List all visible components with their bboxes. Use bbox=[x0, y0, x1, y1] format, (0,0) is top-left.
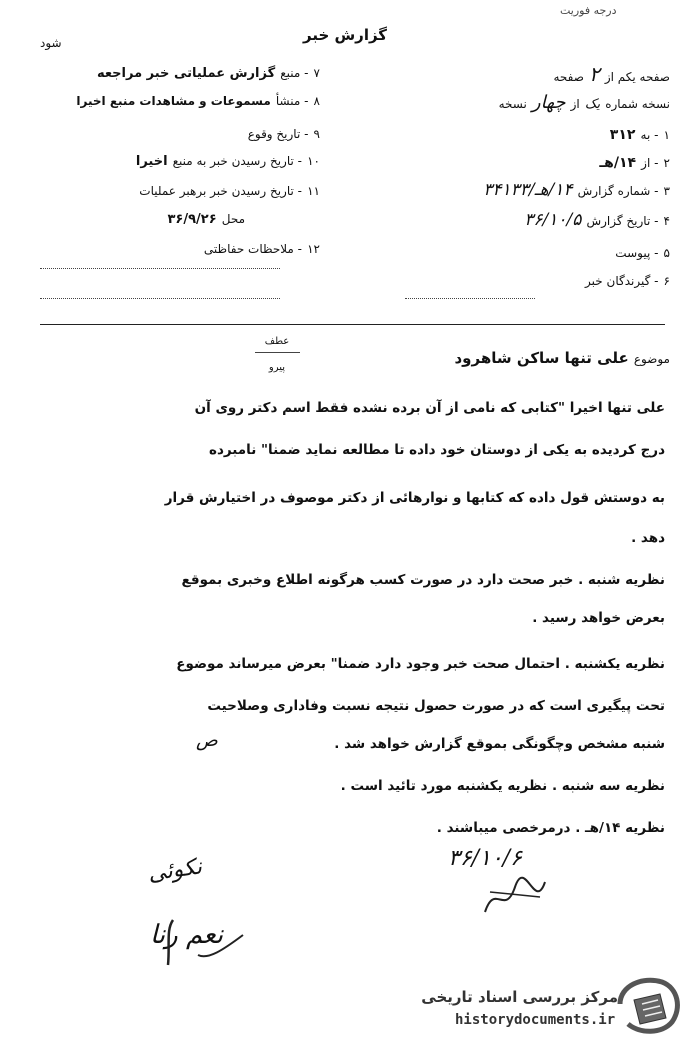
field-4-report-date: ۴ - تاریخ گزارش ۳۶/۱۰/۵ bbox=[524, 210, 670, 230]
body-line: نظریه شنبه . خبر صحت دارد در صورت کسب هرگونه اطلاع وخبری بموقع bbox=[181, 572, 665, 588]
body-line: شنبه مشخص وچگونگی بموقع گزارش خواهد شد . bbox=[334, 736, 665, 752]
dotted-line bbox=[405, 298, 535, 299]
copy-number-line: نسخه شماره یک از چهار نسخه bbox=[498, 92, 670, 113]
body-line: درج کردیده به یکی از دوستان خود داده تا مطالعه نماید ضمنا" نامبرده bbox=[208, 442, 665, 458]
signature-name-2: نعم رنا bbox=[150, 920, 224, 950]
archive-logo-icon bbox=[612, 974, 686, 1036]
field-1-to: ۱ - به ۳۱۲ bbox=[609, 127, 670, 143]
field-9: ۹ - تاریخ وقوع bbox=[247, 127, 320, 141]
archive-url: historydocuments.ir bbox=[455, 1012, 616, 1028]
corner-word: شود bbox=[40, 36, 62, 50]
body-line: دهد . bbox=[631, 530, 665, 546]
peyro-label: پیرو bbox=[268, 362, 286, 373]
subject-line: موضوع علی تنها ساکن شاهرود bbox=[454, 349, 670, 367]
margin-note: ص bbox=[196, 730, 218, 751]
body-line: علی تنها اخیرا "کتابی که نامی از آن برده نشده فقط اسم دکتر روی آن bbox=[194, 400, 665, 416]
page-count-line: صفحه یکم از ۲ صفحه bbox=[553, 62, 670, 86]
signature-date: ۳۶/۱۰/۶ bbox=[448, 846, 522, 871]
field-8: ۸ - منشأ مسموعات و مشاهدات منبع اخیرا bbox=[76, 94, 320, 108]
field-3-report-number: ۳ - شماره گزارش ۱۴/هـ/۳۴۱۳۳ bbox=[483, 180, 670, 200]
atf-label: عطف bbox=[264, 336, 290, 347]
dotted-line bbox=[40, 268, 280, 269]
signature-stroke bbox=[148, 905, 268, 975]
routing-divider bbox=[255, 352, 300, 353]
body-line: نظریه یکشنبه . احتمال صحت خبر وجود دارد ضمنا" بعرض میرساند موضوع bbox=[176, 656, 665, 672]
form-title: گزارش خبر bbox=[303, 26, 388, 44]
field-2-from: ۲ - از ۱۴/هـ bbox=[599, 155, 670, 171]
field-10: ۱۰ - تاریخ رسیدن خبر به منبع اخیرا bbox=[135, 154, 320, 169]
body-line: بعرض خواهد رسید . bbox=[532, 610, 665, 626]
body-line: تحت پیگیری است که در صورت حصول نتیجه نسبت وفاداری وصلاحیت bbox=[207, 698, 665, 714]
field-6-recipients: ۶ - گیرندگان خبر bbox=[585, 274, 670, 288]
field-7: ۷ - منبع گزارش عملیاتی خبر مراجعه bbox=[96, 66, 320, 81]
section-divider bbox=[40, 324, 665, 325]
signature-scribble bbox=[480, 872, 550, 922]
body-line: نظریه ۱۴/هـ . درمرخصی میباشند . bbox=[436, 820, 665, 836]
body-line: نظریه سه شنبه . نظریه یکشنبه مورد تائید است . bbox=[340, 778, 665, 794]
field-12: ۱۲ - ملاحظات حفاظتی bbox=[203, 242, 320, 256]
field-5-attachment: ۵ - پیوست bbox=[615, 246, 670, 260]
field-place: محل ۳۶/۹/۲۶ bbox=[167, 212, 245, 227]
body-line: به دوستش قول داده که کتابها و نوارهائی از دکتر موصوف در اختیارش قرار bbox=[164, 490, 665, 506]
field-11: ۱۱ - تاریخ رسیدن خبر برهبر عملیات bbox=[139, 184, 320, 198]
signature-name-1: نکوئی bbox=[146, 854, 204, 887]
archive-name: مرکز بررسی اسناد تاریخی bbox=[421, 988, 618, 1006]
classification-label: درجه فوریت bbox=[560, 4, 617, 17]
dotted-line bbox=[40, 298, 280, 299]
